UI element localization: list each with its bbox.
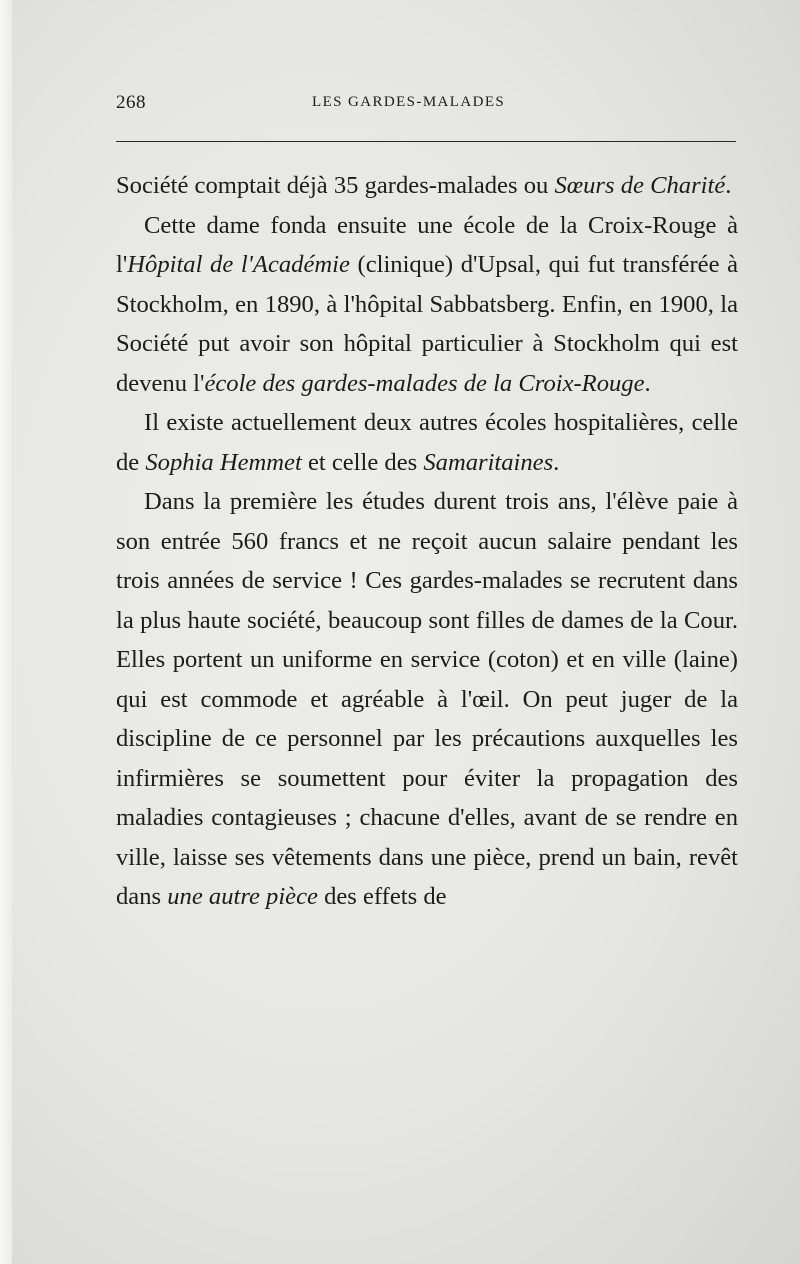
italic-text: une autre pièce — [167, 883, 318, 910]
paragraph: Société comptait déjà 35 gardes-malades ou Sœurs de Charité. — [116, 172, 732, 199]
paragraph: Cette dame fonda ensuite une école de la Croix-Rouge à l'Hôpital de l'Académie (clinique) d'Upsal, qui fut transférée à Stockholm, en 1890, à l'hôpital Sabbatsberg. Enfin, en 1900, la Société put avoir son hôpital particulier à Stockholm qui est devenu l'école des gardes-malades de la Croix-Rouge. — [116, 211, 739, 397]
page-number: 268 — [116, 92, 146, 113]
italic-text: Sophia Hemmet — [145, 448, 302, 476]
paragraph: Il existe actuellement deux autres écoles hospitalières, celle de Sophia Hemmet et celle des Samaritaines. — [116, 409, 738, 476]
italic-text: Sœurs de Charité — [554, 172, 726, 199]
page-header — [116, 92, 736, 122]
running-title: LES GARDES-MALADES — [312, 94, 506, 110]
paragraph: Dans la première les études durent trois ans, l'élève paie à son entrée 560 francs et ne reçoit aucun salaire pendant les trois années de service ! Ces gardes-malades se recrutent dans la plus haute société, beaucoup sont filles de dames de la Cour. Elles portent un uniforme en service (coton) et en ville (laine) qui est commode et agréable à l'œil. On peut juger de la discipline de ce personnel par les précautions auxquelles les infirmières se soumettent pour éviter la propagation des maladies contagieuses ; chacune d'elles, avant de se rendre en ville, laisse ses vêtements dans une pièce, prend un bain, revêt dans une autre pièce des effets de — [116, 488, 738, 910]
italic-text: Hôpital de l'Académie — [127, 251, 350, 278]
italic-text: école des gardes-malades de la Croix-Rouge — [204, 369, 645, 397]
header-rule — [116, 141, 736, 142]
page-edge — [0, 0, 12, 1264]
italic-text: Samaritaines — [423, 448, 554, 476]
body-text — [116, 166, 738, 917]
